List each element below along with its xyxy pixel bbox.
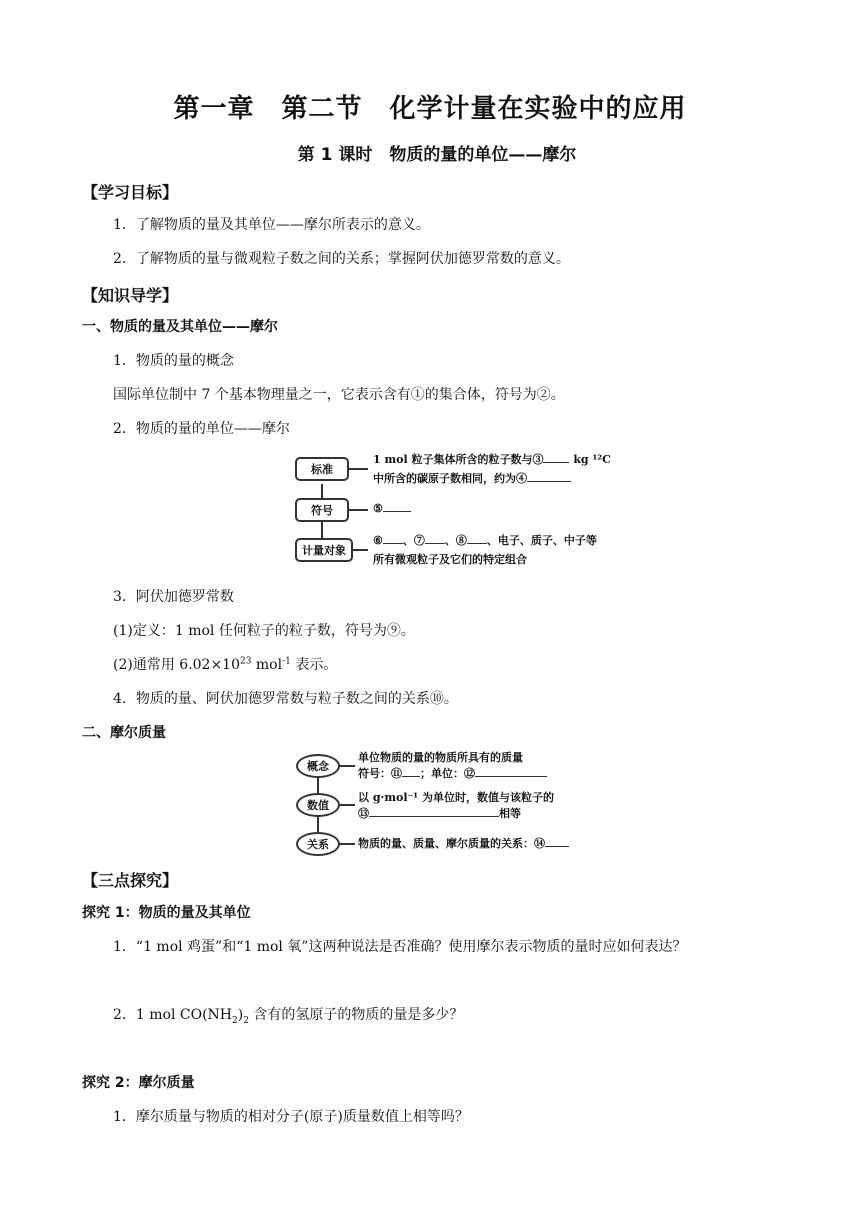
part1-heading: 一、物质的量及其单位——摩尔 (82, 319, 278, 335)
part1-p5: (1)定义：1 mol 任何粒子的粒子数，符号为⑨。 (113, 623, 415, 639)
value-blank-num: ⑬ (358, 807, 369, 820)
concept-line1: 单位物质的量的物质所具有的质量 (358, 751, 523, 764)
topic2-heading: 探究 2：摩尔质量 (82, 1075, 195, 1091)
guide-heading: 【知识导学】 (82, 286, 179, 305)
topic1-q2 (113, 1004, 463, 1024)
diagram2-arrow-1 (339, 765, 355, 767)
standard-text-c: 中所含的碳原子数相同，约为④ (373, 472, 527, 485)
part2-heading: 二、摩尔质量 (82, 725, 166, 741)
counted-object-b: 、⑦ (402, 534, 425, 547)
concept-oval: 概念 (296, 754, 340, 778)
part1-p4: 3．阿伏加德罗常数 (113, 589, 234, 605)
counted-object-c: 、⑧ (444, 534, 467, 547)
p6-pre: (2)通常用 6.02×10 (113, 657, 240, 673)
topic1-q1: 1．“1 mol 鸡蛋”和“1 mol 氧”这两种说法是否准确？使用摩尔表示物质的量时应如何表达？ (113, 939, 687, 955)
diagram2-arrow-2 (339, 804, 355, 806)
value-oval: 数值 (296, 793, 340, 817)
objectives-heading: 【学习目标】 (82, 183, 179, 202)
standard-text-b: kg ¹²C (573, 453, 611, 466)
part1-p3: 2．物质的量的单位——摩尔 (113, 421, 290, 437)
topic1-heading: 探究 1：物质的量及其单位 (82, 905, 251, 921)
part1-p2: 国际单位制中 7 个基本物理量之一，它表示含有①的集合体，符号为②。 (113, 387, 565, 403)
standard-text-line1 (373, 451, 611, 469)
relation-text: 物质的量、质量、摩尔质量的关系：⑭ (358, 837, 545, 850)
symbol-text (373, 500, 411, 518)
objective-item-2: 2．了解物质的量与微观粒子数之间的关系；掌握阿伏加德罗常数的意义。 (113, 251, 570, 267)
concept-line2 (358, 765, 547, 783)
counted-object-line1 (373, 532, 597, 550)
relation-oval: 关系 (296, 832, 340, 856)
concept-symbol-label: 符号：⑪ (358, 767, 402, 780)
concept-unit-label: ；单位：⑫ (420, 767, 475, 780)
symbol-text-a: ⑤ (373, 502, 383, 515)
counted-object-a: ⑥ (373, 534, 383, 547)
objective-item-1: 1．了解物质的量及其单位——摩尔所表示的意义。 (113, 217, 430, 233)
standard-text-a: 1 mol 粒子集体所含的粒子数与③ (373, 453, 544, 466)
value-equal: 相等 (499, 807, 521, 820)
part1-p1: 1．物质的量的概念 (113, 353, 234, 369)
value-line2 (358, 805, 521, 823)
counted-object-d: 、电子、质子、中子等 (486, 534, 597, 547)
q2-mid: ) (237, 1007, 244, 1023)
p6-post: 表示。 (290, 657, 338, 673)
diagram1-arrow-1 (348, 468, 368, 470)
symbol-box: 符号 (295, 498, 349, 522)
p6-exponent: 23 (240, 656, 252, 667)
diagram2-arrow-3 (339, 843, 355, 845)
counted-object-box: 计量对象 (295, 538, 353, 562)
part1-p6 (113, 654, 337, 674)
counted-object-line2: 所有微观粒子及它们的特定组合 (373, 553, 527, 566)
lesson-subtitle: 第 1 课时 物质的量的单位——摩尔 (297, 145, 577, 165)
q2-sub1: 2 (232, 1015, 238, 1026)
standard-box: 标准 (295, 457, 349, 481)
topic2-q1: 1．摩尔质量与物质的相对分子(原子)质量数值上相等吗？ (113, 1109, 469, 1125)
q2-sub2: 2 (243, 1015, 249, 1026)
explore-heading: 【三点探究】 (82, 871, 179, 890)
relation-line1 (358, 835, 569, 853)
page-title: 第一章 第二节 化学计量在实验中的应用 (173, 94, 687, 124)
q2-pre: 2．1 mol CO(NH (113, 1007, 233, 1023)
standard-text-line2 (373, 470, 571, 488)
p6-unit: mol (251, 657, 283, 673)
q2-post: 含有的氢原子的物质的量是多少？ (248, 1007, 464, 1023)
diagram1-arrow-2 (348, 509, 368, 511)
p6-unit-exponent: -1 (282, 656, 291, 667)
value-line1: 以 g·mol⁻¹ 为单位时，数值与该粒子的 (358, 791, 554, 804)
part1-p7: 4．物质的量、阿伏加德罗常数与粒子数之间的关系⑩。 (113, 691, 458, 707)
diagram1-arrow-3 (352, 549, 368, 551)
